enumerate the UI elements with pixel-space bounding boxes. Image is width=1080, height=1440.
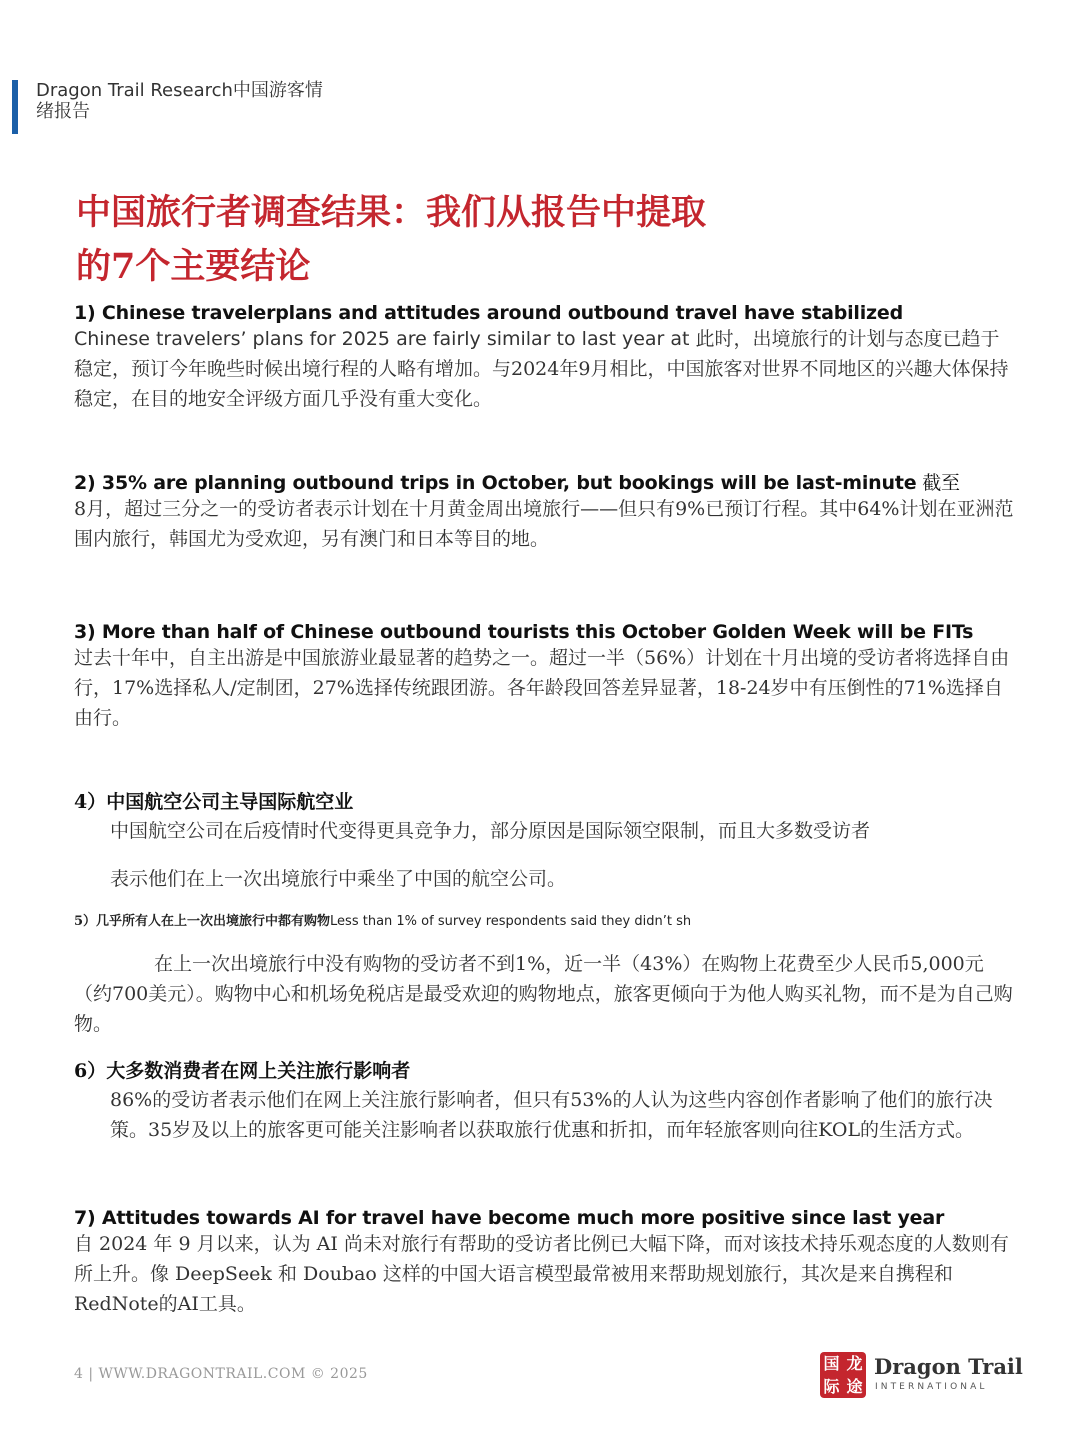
finding-7 xyxy=(74,1207,1014,1319)
finding-1-body-main: 此时，出境旅行的计划与态度已趋于稳定，预订今年晚些时候出境行程的人略有增加。与2024年9月相比，中国旅客对世界不同地区的兴趣大体保持稳定，在目的地安全评级方面几乎没有重大变化。 xyxy=(74,328,1009,410)
finding-3 xyxy=(74,621,1014,733)
finding-2 xyxy=(74,472,1014,554)
finding-1-body xyxy=(74,324,1014,414)
finding-2-heading-tail: 截至 xyxy=(916,472,960,494)
finding-5-heading: 5）几乎所有人在上一次出境旅行中都有购物 xyxy=(74,914,331,929)
finding-2-body: 8月，超过三分之一的受访者表示计划在十月黄金周出境旅行——但只有9%已预订行程。其中64%计划在亚洲范围内旅行，韩国尤为受欢迎，另有澳门和日本等目的地。 xyxy=(74,498,1014,550)
finding-6 xyxy=(74,1059,1014,1145)
finding-5-body: 在上一次出境旅行中没有购物的受访者不到1%，近一半（43%）在购物上花费至少人民币5,000元（约700美元）。购物中心和机场免税店是最受欢迎的购物地点，旅客更倾向于为他人购买礼物，而不是为自己购物。 xyxy=(74,953,1013,1035)
page-title xyxy=(76,186,836,294)
page-title-line1: 中国旅行者调查结果：我们从报告中提取 xyxy=(76,192,707,233)
finding-1 xyxy=(74,302,1014,414)
finding-7-heading: 7) Attitudes towards AI for travel have become much more positive since last year xyxy=(74,1207,945,1229)
logo-char-1: 国 xyxy=(823,1354,840,1373)
header-accent-bar xyxy=(12,80,18,134)
finding-6-heading: 6）大多数消费者在网上关注旅行影响者 xyxy=(74,1060,411,1082)
logo-char-2: 龙 xyxy=(846,1354,863,1373)
finding-4-body-line1: 中国航空公司在后疫情时代变得更具竞争力，部分原因是国际领空限制，而且大多数受访者 xyxy=(110,820,871,842)
report-header-line2: 绪报告 xyxy=(36,101,90,122)
finding-4-body-line2: 表示他们在上一次出境旅行中乘坐了中国的航空公司。 xyxy=(110,868,567,890)
finding-7-body: 自 2024 年 9 月以来，认为 AI 尚未对旅行有帮助的受访者比例已大幅下降，而对该技术持乐观态度的人数则有所上升。像 DeepSeek 和 Doubao 这样的中国大语言模型最常被用来帮助规划旅行，其次是来自携程和RedNote的AI工具。 xyxy=(74,1233,1009,1315)
finding-1-body-lead: Chinese travelers’ plans for 2025 are fairly similar to last year at xyxy=(74,328,696,350)
logo-seal-icon xyxy=(820,1352,866,1398)
report-header-line1: Dragon Trail Research中国游客情 xyxy=(36,80,323,101)
logo-name: Dragon Trail xyxy=(874,1354,1023,1379)
finding-2-heading-row xyxy=(74,472,1014,494)
finding-5 xyxy=(74,913,1014,1039)
finding-3-heading: 3) More than half of Chinese outbound tourists this October Golden Week will be FITs xyxy=(74,621,974,643)
finding-6-body: 86%的受访者表示他们在网上关注旅行影响者，但只有53%的人认为这些内容创作者影响了他们的旅行决策。35岁及以上的旅客更可能关注影响者以获取旅行优惠和折扣，而年轻旅客则向往KOL的生活方式。 xyxy=(110,1089,993,1141)
finding-1-heading: 1) Chinese travelerplans and attitudes around outbound travel have stabilized xyxy=(74,302,904,324)
logo-char-3: 际 xyxy=(823,1377,840,1396)
finding-3-body: 过去十年中，自主出游是中国旅游业最显著的趋势之一。超过一半（56%）计划在十月出境的受访者将选择自由行，17%选择私人/定制团，27%选择传统跟团游。各年龄段回答差异显著，18-24岁中有压倒性的71%选择自由行。 xyxy=(74,647,1010,729)
finding-5-heading-row xyxy=(74,913,1014,931)
logo-char-4: 途 xyxy=(846,1377,863,1396)
footer-page-info: 4 | WWW.DRAGONTRAIL.COM © 2025 xyxy=(74,1366,368,1382)
logo-subtitle: INTERNATIONAL xyxy=(875,1382,988,1392)
finding-4 xyxy=(74,790,1014,894)
finding-2-heading: 2) 35% are planning outbound trips in October, but bookings will be last-minute xyxy=(74,472,917,494)
finding-5-heading-tail: Less than 1% of survey respondents said they didn’t sh xyxy=(330,914,692,929)
dragon-trail-logo xyxy=(820,1352,1023,1400)
finding-4-heading: 4）中国航空公司主导国际航空业 xyxy=(74,791,354,813)
report-header xyxy=(36,80,376,122)
page-title-line2: 的7个主要结论 xyxy=(76,246,311,287)
